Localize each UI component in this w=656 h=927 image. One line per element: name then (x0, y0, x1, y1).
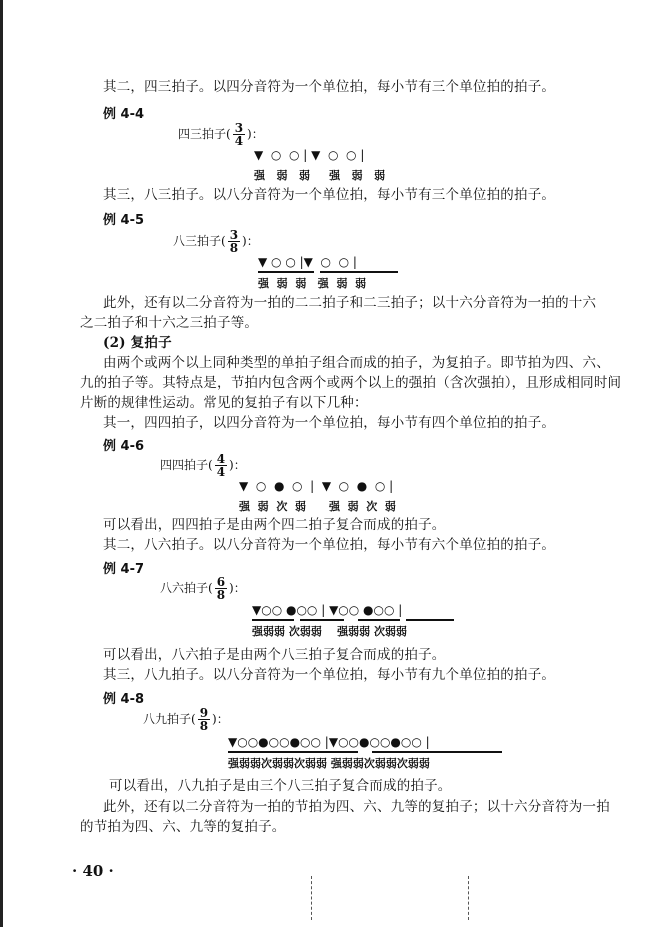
beam (258, 271, 314, 273)
rhythm-pattern: ▼○○ ●○○ | ▼○○ ●○○ | (252, 603, 403, 617)
rhythm-pattern: ▼ ○ ○ | ▼ ○ ○ | (254, 148, 365, 162)
time-numerator: 6 (216, 575, 226, 589)
section-heading: (2) 复拍子 (103, 335, 172, 351)
example-label: 例 4-4 (103, 107, 145, 122)
text-line: 片断的规律性运动。常见的复拍子有以下几种： (80, 395, 368, 411)
meter-name: 八六拍子( (160, 581, 213, 595)
time-signature (215, 453, 227, 478)
rhythm-pattern: ▼ ○ ○ |▼ ○ ○ | (258, 255, 357, 269)
time-denominator: 8 (216, 588, 226, 602)
meter-name: 八九拍子( (143, 712, 196, 726)
example-label: 例 4-7 (103, 562, 145, 577)
meter-label (178, 122, 264, 147)
meter-close: )： (229, 458, 246, 472)
meter-close: )： (247, 127, 264, 141)
meter-label (160, 453, 246, 478)
time-denominator: 4 (234, 134, 244, 148)
text-line: 此外，还有以二分音符为一拍的二二拍子和二三拍子；以十六分音符为一拍的十六 (103, 295, 597, 311)
time-signature (198, 707, 210, 732)
meter-name: 四四拍子( (160, 458, 213, 472)
time-denominator: 8 (199, 719, 209, 733)
beam (300, 619, 344, 621)
beam (372, 751, 502, 753)
beam (358, 619, 400, 621)
time-denominator: 4 (216, 465, 226, 479)
text-line: 其三，八三拍子。以八分音符为一个单位拍，每小节有三个单位拍的拍子。 (103, 187, 556, 203)
rhythm-pattern: ▼○○●○○●○○ |▼○○●○○●○○ | (228, 735, 430, 749)
beam (320, 271, 398, 273)
accent-pattern: 强 弱 弱 强 弱 弱 (258, 277, 367, 290)
time-signature (233, 122, 245, 147)
time-numerator: 4 (216, 452, 226, 466)
beam (252, 619, 294, 621)
text-line: 由两个或两个以上同种类型的单拍子组合而成的拍子，为复拍子。即节拍为四、六、 (103, 355, 610, 371)
text-line: 可以看出，四四拍子是由两个四二拍子复合而成的拍子。 (103, 517, 446, 533)
time-signature (228, 229, 240, 254)
text-line: 之二拍子和十六之三拍子等。 (80, 315, 259, 331)
example-label: 例 4-6 (103, 439, 145, 454)
time-numerator: 9 (199, 706, 209, 720)
meter-name: 四三拍子( (178, 127, 231, 141)
meter-label (160, 576, 246, 601)
text-line: 此外，还有以二分音符为一拍的节拍为四、六、九等的复拍子；以十六分音符为一拍 (103, 799, 610, 815)
text-line: 其三，八九拍子。以八分音符为一个单位拍，每小节有九个单位拍的拍子。 (103, 667, 556, 683)
rhythm-pattern: ▼ ○ ● ○ | ▼ ○ ● ○ | (239, 479, 394, 493)
accent-pattern: 强 弱 次 弱 强 弱 次 弱 (239, 500, 396, 513)
text-line: 其二，四三拍子。以四分音符为一个单位拍，每小节有三个单位拍的拍子。 (103, 79, 556, 95)
time-denominator: 8 (229, 241, 239, 255)
text-line: 九的拍子等。其特点是，节拍内包含两个或两个以上的强拍（含次强拍），且形成相同时间 (80, 375, 622, 391)
accent-pattern: 强弱弱 次弱弱 强弱弱 次弱弱 (252, 625, 407, 638)
accent-pattern: 强 弱 弱 强 弱 弱 (254, 169, 386, 182)
scan-mark (311, 876, 313, 920)
page-edge (0, 0, 3, 927)
time-numerator: 3 (229, 228, 239, 242)
page-number: · 40 · (72, 862, 114, 880)
beam (228, 751, 358, 753)
meter-close: )： (212, 712, 229, 726)
text-line: 其二，八六拍子。以八分音符为一个单位拍，每小节有六个单位拍的拍子。 (103, 537, 556, 553)
beam (406, 619, 454, 621)
time-numerator: 3 (234, 121, 244, 135)
meter-label (143, 707, 229, 732)
meter-close: )： (229, 581, 246, 595)
accent-pattern: 强弱弱次弱弱次弱弱 强弱弱次弱弱次弱弱 (228, 757, 430, 770)
meter-close: )： (242, 234, 259, 248)
example-label: 例 4-5 (103, 213, 145, 228)
meter-name: 八三拍子( (173, 234, 226, 248)
text-line: 其一，四四拍子，以四分音符为一个单位拍，每小节有四个单位拍的拍子。 (103, 415, 556, 431)
scan-mark (468, 876, 470, 920)
text-line: 可以看出，八九拍子是由三个八三拍子复合而成的拍子。 (109, 778, 452, 794)
example-label: 例 4-8 (103, 692, 145, 707)
meter-label (173, 229, 259, 254)
text-line: 的节拍为四、六、九等的复拍子。 (80, 819, 286, 835)
text-line: 可以看出，八六拍子是由两个八三拍子复合而成的拍子。 (103, 647, 446, 663)
time-signature (215, 576, 227, 601)
